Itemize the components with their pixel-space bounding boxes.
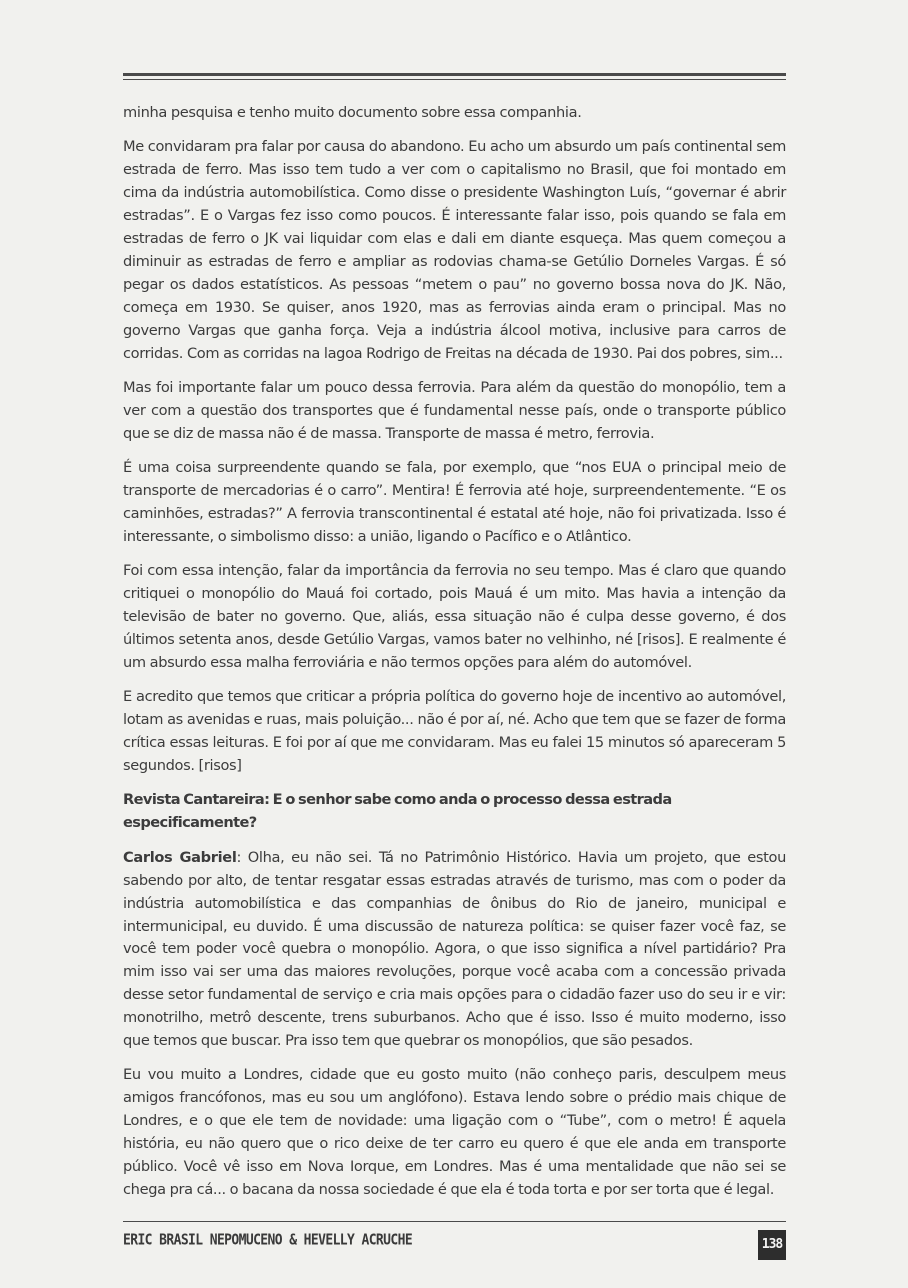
interview-answer xyxy=(123,847,786,1053)
paragraph-4: É uma coisa surpreendente quando se fala, por exemplo, que “nos EUA o principal meio de transporte de mercadorias é o carro”. Mentira! É ferrovia até hoje, surpreendentemente. “E os caminhões, estradas?” A ferrovia transcontinental é estatal até hoje, não foi privatizada. Isso é interessante, o simbolismo disso: a união, ligando o Pacífico e o Atlântico. xyxy=(123,459,786,545)
paragraph-3: Mas foi importante falar um pouco dessa ferrovia. Para além da questão do monopólio, tem a ver com a questão dos transportes que é fundamental nesse país, onde o transporte público que se diz de massa não é de massa. Transporte de massa é metro, ferrovia. xyxy=(123,378,786,442)
header-rule-thin xyxy=(123,79,786,80)
answer-text: : Olha, eu não sei. Tá no Patrimônio Histórico. Havia um projeto, que estou sabendo por alto, de tentar resgatar essas estradas através de turismo, mas com o poder da indústria automobilística e das companhias de ônibus do Rio de janeiro, municipal e intermunicipal, eu duvido. É uma discussão de natureza política: se quiser fazer você faz, se você tem poder você quebra o monopólio. Agora, o que isso significa a nível partidário? Pra mim isso vai ser uma das maiores revoluções, porque você acaba com a concessão privada desse setor fundamental de serviço e cria mais opções para o cidadão fazer uso do seu ir e vir: monotrilho, metrô descente, trens suburbanos. Acho que é isso. Isso é muito moderno, isso que temos que buscar. Pra isso tem que quebrar os monopólios, que são pesados. xyxy=(123,848,786,1050)
footer-authors: ERIC BRASIL NEPOMUCENO & HEVELLY ACRUCHE xyxy=(123,1232,413,1250)
footer-rule xyxy=(123,1221,786,1222)
paragraph-1: minha pesquisa e tenho muito documento sobre essa companhia. xyxy=(123,104,582,121)
interview-question: Revista Cantareira: E o senhor sabe como anda o processo dessa estrada especificamente? xyxy=(123,791,672,832)
paragraph-2: Me convidaram pra falar por causa do abandono. Eu acho um absurdo um país continental sem estrada de ferro. Mas isso tem tudo a ver com o capitalismo no Brasil, que foi montado em cima da indústria automobilística. Como disse o presidente Washington Luís, “governar é abrir estradas”. E o Vargas fez isso como poucos. É interessante falar isso, pois quando se fala em estradas de ferro o JK vai liquidar com elas e dali em diante esqueça. Mas quem começou a diminuir as estradas de ferro e ampliar as rodovias chama-se Getúlio Dorneles Vargas. É só pegar os dados estatísticos. As pessoas “metem o pau” no governo bossa nova do JK. Não, começa em 1930. Se quiser, anos 1920, mas as ferrovias ainda eram o principal. Mas no governo Vargas que ganha força. Veja a indústria álcool motiva, inclusive para carros de corridas. Com as corridas na lagoa Rodrigo de Freitas na década de 1930. Pai dos pobres, sim... xyxy=(123,138,786,362)
paragraph-6: E acredito que temos que criticar a própria política do governo hoje de incentivo ao automóvel, lotam as avenidas e ruas, mais poluição... não é por aí, né. Acho que tem que se fazer de forma crítica essas leituras. E foi por aí que me convidaram. Mas eu falei 15 minutos só apareceram 5 segundos. [risos] xyxy=(123,688,786,775)
paragraph-closing: Eu vou muito a Londres, cidade que eu gosto muito (não conheço paris, desculpem meus amigos francófonos, mas eu sou um anglófono). Estava lendo sobre o prédio mais chique de Londres, e o que ele tem de novidade: uma ligação com o “Tube”, com o metro! É aquela história, eu não quero que o rico deixe de ter carro eu quero é que ele anda em transporte público. Você vê isso em Nova Iorque, em Londres. Mas é uma mentalidade que não sei se chega pra cá... o bacana da nossa sociedade é que ela é toda torta e por ser torta que é legal. xyxy=(123,1066,786,1198)
speaker-name: Carlos Gabriel xyxy=(123,848,237,866)
page-number: 138 xyxy=(758,1230,786,1260)
paragraph-5: Foi com essa intenção, falar da importância da ferrovia no seu tempo. Mas é claro que quando critiquei o monopólio do Mauá foi cortado, pois Mauá é um mito. Mas havia a intenção da televisão de bater no governo. Que, aliás, essa situação não é culpa desse governo, é dos últimos setenta anos, desde Getúlio Vargas, vamos bater no velhinho, né [risos]. E realmente é um absurdo essa malha ferroviária e não termos opções para além do automóvel. xyxy=(123,562,786,671)
article-body xyxy=(123,102,786,1213)
header-rule-thick xyxy=(123,73,786,76)
